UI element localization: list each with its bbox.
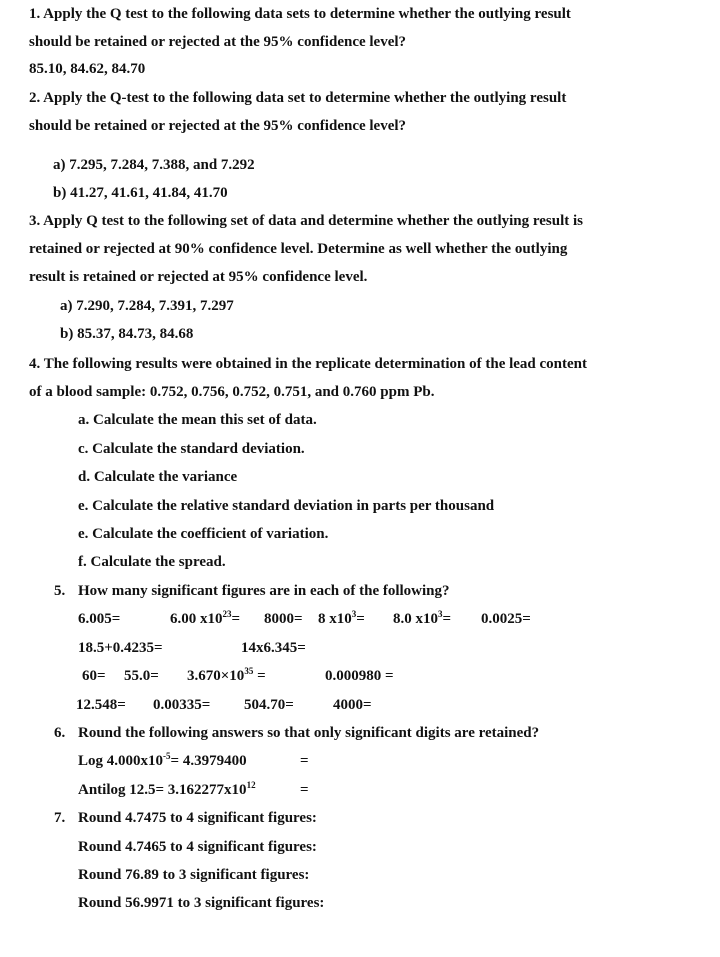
q2-item-a: a) 7.295, 7.284, 7.388, and 7.292 [53, 157, 255, 173]
q5-r3-item: 60= [82, 668, 106, 684]
q6-antilog-equals: = [300, 782, 309, 798]
q7-item: Round 56.9971 to 3 significant figures: [78, 895, 325, 911]
q3-line2: retained or rejected at 90% confidence level. Determine as well whether the outlying [29, 241, 568, 257]
q5-r2-item: 14x6.345= [241, 640, 306, 656]
q1-line1: 1. Apply the Q test to the following data sets to determine whether the outlying result [29, 6, 571, 22]
q5-r4-item: 0.00335= [153, 697, 211, 713]
q4-line2: of a blood sample: 0.752, 0.756, 0.752, 0.751, and 0.760 ppm Pb. [29, 384, 435, 400]
q2-line2: should be retained or rejected at the 95% confidence level? [29, 118, 407, 134]
q3-line3: result is retained or rejected at 95% confidence level. [29, 269, 368, 285]
q4-line1: 4. The following results were obtained in the replicate determination of the lead content [29, 356, 588, 372]
q6-log: Log $4.000x10^{-5}= 4.3979400$ [78, 751, 247, 769]
q5-r4-item: 504.70= [244, 697, 294, 713]
q5-text: How many significant figures are in each of the following? [78, 583, 450, 599]
q1-data: 85.10, 84.62, 84.70 [29, 61, 146, 77]
q5-r1-item: 8 $x10^3=$ [318, 609, 365, 627]
q7-item: Round 76.89 to 3 significant figures: [78, 867, 310, 883]
q7-item: Round 4.7465 to 4 significant figures: [78, 839, 317, 855]
q4-item: f. Calculate the spread. [78, 554, 226, 570]
q1-line2: should be retained or rejected at the 95% confidence level? [29, 34, 407, 50]
q3-item-a: a) 7.290, 7.284, 7.391, 7.297 [60, 298, 234, 314]
q5-r1-item: 8000= [264, 611, 303, 627]
q5-r3-item: 55.0= [124, 668, 159, 684]
q6-text: Round the following answers so that only significant digits are retained? [78, 725, 540, 741]
q5-r3-item: $3.670\times 10^{35}$ = [187, 666, 266, 684]
q6-antilog: Antilog $12.5= 3.162277x10^{12}$ [78, 780, 256, 798]
q3-item-b: b) 85.37, 84.73, 84.68 [60, 326, 194, 342]
q3-line1: 3. Apply Q test to the following set of data and determine whether the outlying result is [29, 213, 584, 229]
q4-item: c. Calculate the standard deviation. [78, 441, 305, 457]
q4-item: d. Calculate the variance [78, 469, 238, 485]
q7-number: 7. [54, 810, 66, 826]
q7-item: Round 4.7475 to 4 significant figures: [78, 810, 317, 826]
q5-r4-item: 12.548= [76, 697, 126, 713]
q4-item: a. Calculate the mean this set of data. [78, 412, 317, 428]
q4-item: e. Calculate the relative standard deviation in parts per thousand [78, 498, 495, 514]
q5-r1-item: 0.0025= [481, 611, 531, 627]
q4-item: e. Calculate the coefficient of variation. [78, 526, 329, 542]
q2-item-b: b) 41.27, 41.61, 41.84, 41.70 [53, 185, 228, 201]
q5-r2-item: 18.5+0.4235= [78, 640, 163, 656]
q5-r1-item: 8.0 $x10^3=$ [393, 609, 452, 627]
q2-line1: 2. Apply the Q-test to the following data set to determine whether the outlying result [29, 90, 567, 106]
q5-r1-item: 6.005= [78, 611, 121, 627]
q5-r1-item: 6.00 $x10^{23}=$ [170, 609, 241, 627]
q5-r4-item: 4000= [333, 697, 372, 713]
q6-number: 6. [54, 725, 66, 741]
q6-log-equals: = [300, 753, 309, 769]
q5-r3-item: 0.000980 = [325, 668, 394, 684]
q5-number: 5. [54, 583, 66, 599]
